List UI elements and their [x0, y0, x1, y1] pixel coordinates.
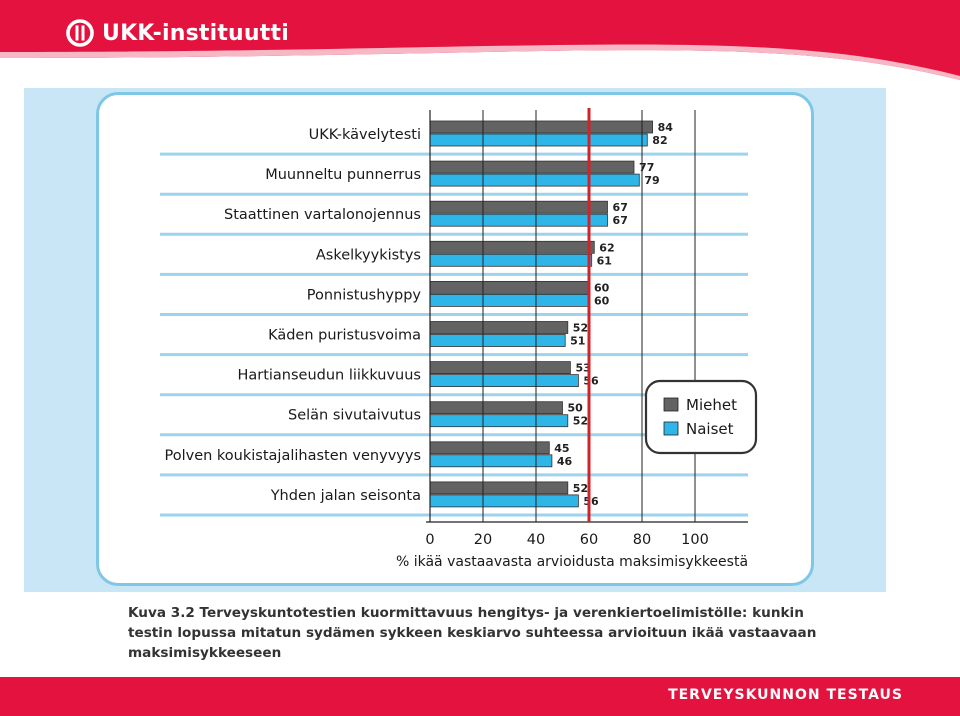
value-label: 84 — [657, 121, 673, 134]
category-label: Yhden jalan seisonta — [270, 487, 421, 504]
category-label: Polven koukistajalihasten venyvyys — [164, 447, 421, 464]
value-label: 51 — [570, 334, 586, 348]
value-label: 50 — [567, 401, 583, 415]
category-label: UKK-kävelytesti — [308, 127, 421, 143]
value-label: 67 — [612, 214, 628, 228]
value-label: 46 — [556, 454, 573, 468]
legend-label: Miehet — [686, 396, 737, 414]
x-axis-title: % ikää vastaavasta arvioidusta maksimisykkeestä — [395, 554, 749, 570]
bar-miehet — [430, 482, 568, 494]
bar-miehet — [430, 241, 594, 253]
legend-label: Naiset — [686, 420, 734, 438]
x-tick-label: 20 — [473, 532, 493, 548]
bar-naiset — [430, 294, 589, 306]
category-label: Selän sivutaivutus — [288, 407, 421, 424]
x-tick-label: 40 — [526, 532, 546, 548]
value-label: 62 — [599, 241, 615, 255]
value-label: 61 — [596, 254, 612, 268]
x-tick-label: 100 — [681, 532, 709, 548]
bar-naiset — [430, 254, 592, 266]
bar-miehet — [430, 402, 563, 414]
bar-naiset — [430, 375, 578, 387]
category-label: Askelkyykistys — [315, 247, 421, 264]
x-tick-label: 80 — [632, 532, 652, 548]
bar-miehet — [430, 121, 653, 133]
logo-text: UKK-instituutti — [102, 20, 289, 46]
bar-naiset — [430, 174, 639, 186]
bar-naiset — [430, 134, 647, 146]
bar-naiset — [430, 495, 578, 507]
legend-swatch-miehet — [664, 398, 678, 411]
category-label: Hartianseudun liikkuvuus — [237, 367, 421, 384]
bar-miehet — [430, 281, 589, 293]
value-label: 60 — [594, 294, 610, 308]
value-label: 52 — [572, 414, 589, 428]
value-label: 67 — [612, 201, 628, 215]
bar-miehet — [430, 322, 568, 334]
x-tick-label: 60 — [579, 532, 599, 548]
value-label: 45 — [554, 441, 570, 455]
value-label: 53 — [575, 361, 591, 375]
bar-miehet — [430, 362, 570, 374]
category-label: Ponnistushyppy — [306, 287, 421, 304]
bar-naiset — [430, 335, 565, 347]
value-label: 52 — [572, 481, 589, 495]
value-label: 52 — [572, 321, 589, 335]
value-label: 79 — [644, 174, 660, 188]
bar-miehet — [430, 442, 549, 454]
category-label: Käden puristusvoima — [268, 327, 421, 344]
bar-naiset — [430, 415, 568, 427]
value-label: 60 — [594, 281, 610, 295]
footer-title: TERVEYSKUNNON TESTAUS — [668, 687, 903, 703]
legend-box — [646, 381, 756, 453]
value-label: 77 — [639, 161, 655, 175]
x-tick-label: 0 — [425, 532, 435, 548]
legend-swatch-naiset — [664, 422, 678, 435]
figure-caption: Kuva 3.2 Terveyskuntotestien kuormittavuus hengitys- ja verenkiertoelimistölle: kunkin testin lopussa mitatun sydämen sykkeen keskiarvo suhteessa arvioituun ikää vastaavaan maksimisykkeeseen — [128, 605, 817, 661]
bar-naiset — [430, 214, 608, 226]
category-label: Staattinen vartalonojennus — [223, 207, 421, 224]
bar-miehet — [430, 201, 608, 213]
bar-naiset — [430, 455, 552, 467]
value-label: 56 — [583, 494, 599, 508]
value-label: 82 — [652, 134, 668, 147]
category-label: Muunneltu punnerrus — [265, 167, 421, 184]
footer-banner — [0, 677, 960, 716]
bar-miehet — [430, 161, 634, 173]
value-label: 56 — [583, 374, 599, 388]
